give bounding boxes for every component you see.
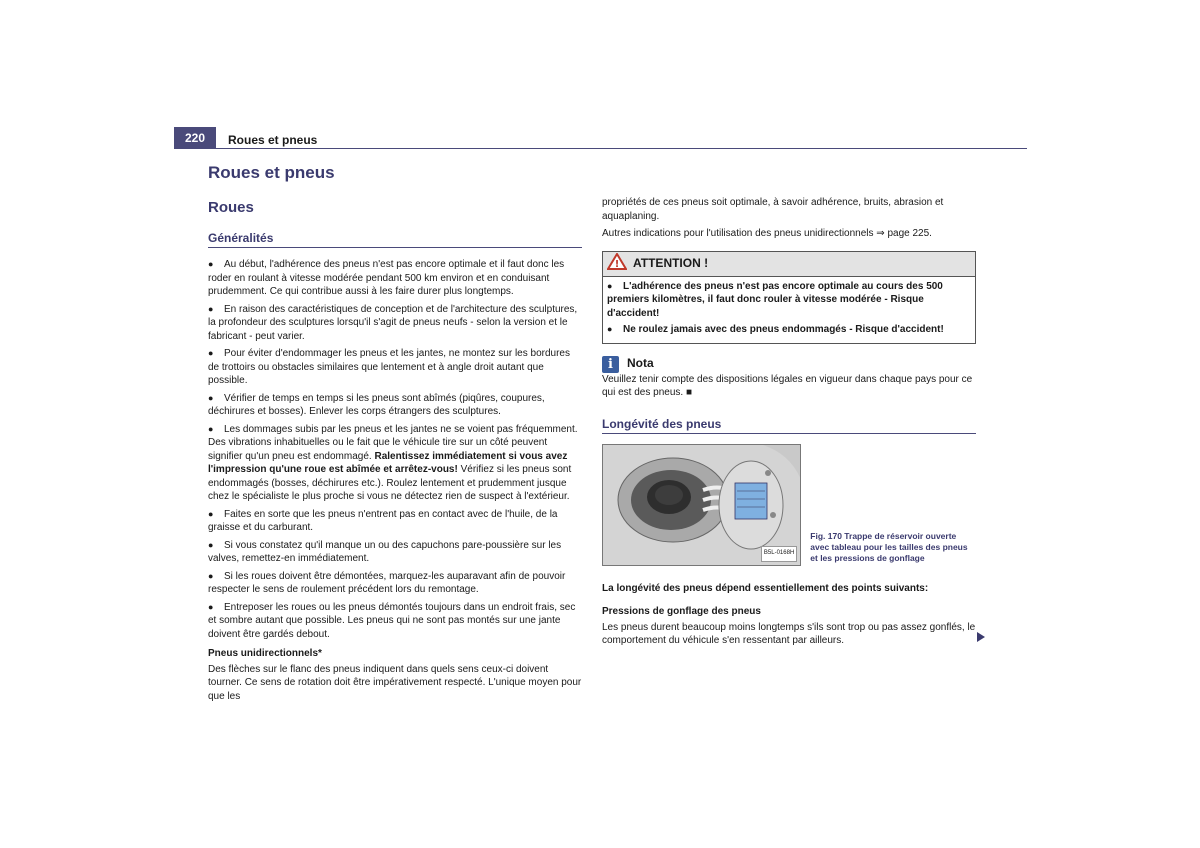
fuel-flap-illustration [602, 444, 801, 566]
left-column [208, 162, 582, 707]
pressure-heading: Pressions de gonflage des pneus [602, 606, 761, 617]
list-item: ● En raison des caractéristiques de conception et de l'architecture des sculptures, la profondeur des sculptures lorsqu'il s'agit de pneus neufs - selon la version et le fabricant - peut varier. [208, 303, 578, 342]
warning-header [603, 252, 975, 277]
warning-triangle-icon [607, 253, 627, 275]
bullet-icon: ● [607, 280, 613, 291]
warning-body [603, 277, 975, 343]
running-title: Roues et pneus [228, 133, 318, 147]
bullet-icon: ● [607, 324, 613, 334]
continued-text: propriétés de ces pneus soit optimale, à savoir adhérence, bruits, abrasion et aquaplaning. [602, 197, 944, 222]
list-item: ● Vérifier de temps en temps si les pneus sont abîmés (piqûres, coupures, déchirures et bosses). Enlever les corps étrangers des sculptures. [208, 392, 545, 417]
warning-item: ● L'adhérence des pneus n'est pas encore optimale au cours des 500 premiers kilomètres, il faut donc rouler à vitesse modérée - Risque d'accident! [607, 280, 943, 319]
list-item: ● Au début, l'adhérence des pneus n'est pas encore optimale et il faut donc les roder en roulant à vitesse modérée pendant 500 km environ et en conduisant prudemment. Ce qui contribue aussi à les faire durer plus longtemps. [208, 259, 565, 297]
warning-item: ● Ne roulez jamais avec des pneus endommagés - Risque d'accident! [607, 324, 944, 335]
section-title: Roues [208, 199, 254, 216]
next-page-arrow-icon [977, 632, 985, 642]
figure-row [602, 444, 976, 566]
header-rule [216, 148, 1027, 149]
list-item: ● Faites en sorte que les pneus n'entrent pas en contact avec de l'huile, de la graisse et du carburant. [208, 508, 558, 533]
bullet-icon: ● [208, 570, 214, 581]
figure-caption: Fig. 170 Trappe de réservoir ouverte avec tableau pour les tailles des pneus et les pressions de gonflage [810, 530, 968, 563]
cross-reference-text: Autres indications pour l'utilisation des pneus unidirectionnels ⇒ page 225. [602, 228, 932, 239]
list-item: ● Si les roues doivent être démontées, marquez-les auparavant afin de pouvoir respecter le sens de roulement précédent lors du remontage. [208, 570, 566, 595]
bullet-icon: ● [208, 423, 214, 434]
bullet-icon: ● [208, 392, 214, 403]
bullet-icon: ● [208, 348, 214, 358]
svg-text:!: ! [614, 258, 620, 270]
unidirectional-text: Des flèches sur le flanc des pneus indiquent dans quels sens ceux-ci doivent tourner. Ce sens de rotation doit être impérativement respecté. L'unique moyen pour que les [208, 663, 582, 702]
list-item: ● Si vous constatez qu'il manque un ou des capuchons pare-poussière sur les valves, remettez-en immédiatement. [208, 539, 562, 564]
unidirectional-heading: Pneus unidirectionnels* [208, 648, 322, 659]
page-number: 220 [174, 127, 216, 149]
warning-title: ATTENTION ! [633, 255, 709, 270]
bullet-icon: ● [208, 539, 214, 550]
chapter-title: Roues et pneus [208, 163, 335, 182]
list-item: ● Pour éviter d'endommager les pneus et les jantes, ne montez sur les bordures de trottoirs ou obstacles similaires que lentement et à angle droit autant que possible. [208, 348, 570, 386]
note-header [602, 356, 976, 373]
note-title: Nota [627, 356, 654, 371]
bullet-icon: ● [208, 259, 214, 269]
note-text: Veuillez tenir compte des dispositions légales en vigueur dans chaque pays pour ce qui est des pneus. ■ [602, 373, 973, 398]
subsection-title-longevite: Longévité des pneus [602, 416, 976, 434]
bold-intro-line: La longévité des pneus dépend essentiellement des points suivants: [602, 582, 929, 594]
list-item: ● Entreposer les roues ou les pneus démontés toujours dans un endroit frais, sec et sombre autant que possible. Les pneus qui ne sont pas montés sur une jante doivent être gardés debout. [208, 601, 576, 640]
warning-box [602, 251, 976, 344]
subsection-title-generalites: Généralités [208, 230, 582, 248]
bullet-icon: ● [208, 508, 214, 519]
right-column [602, 196, 976, 652]
info-icon: i [602, 356, 619, 373]
pressure-text: Les pneus durent beaucoup moins longtemps s'ils sont trop ou pas assez gonflés, le comportement du véhicule s'en ressentant par ailleurs. [602, 621, 976, 646]
list-item: ● Les dommages subis par les pneus et les jantes ne se voient pas fréquemment. Des vibrations inhabituelles ou le fait que le véhicule tire sur un côté peuvent signifier qu'un pneu est endommagé. Ralentissez immédiatement si vous avez l'impression qu'une roue est abîmée et arrêtez-vous! Vérifiez si les pneus sont endommagés (bosses, déchirures etc.). Roulez lentement et prudemment jusque chez le spécialiste le plus proche si vous ne détectez rien de suspect à l'extérieur. [208, 423, 578, 502]
bullet-icon: ● [208, 601, 214, 612]
bullet-icon: ● [208, 303, 214, 314]
figure-code: B5L-0168H [761, 546, 797, 562]
